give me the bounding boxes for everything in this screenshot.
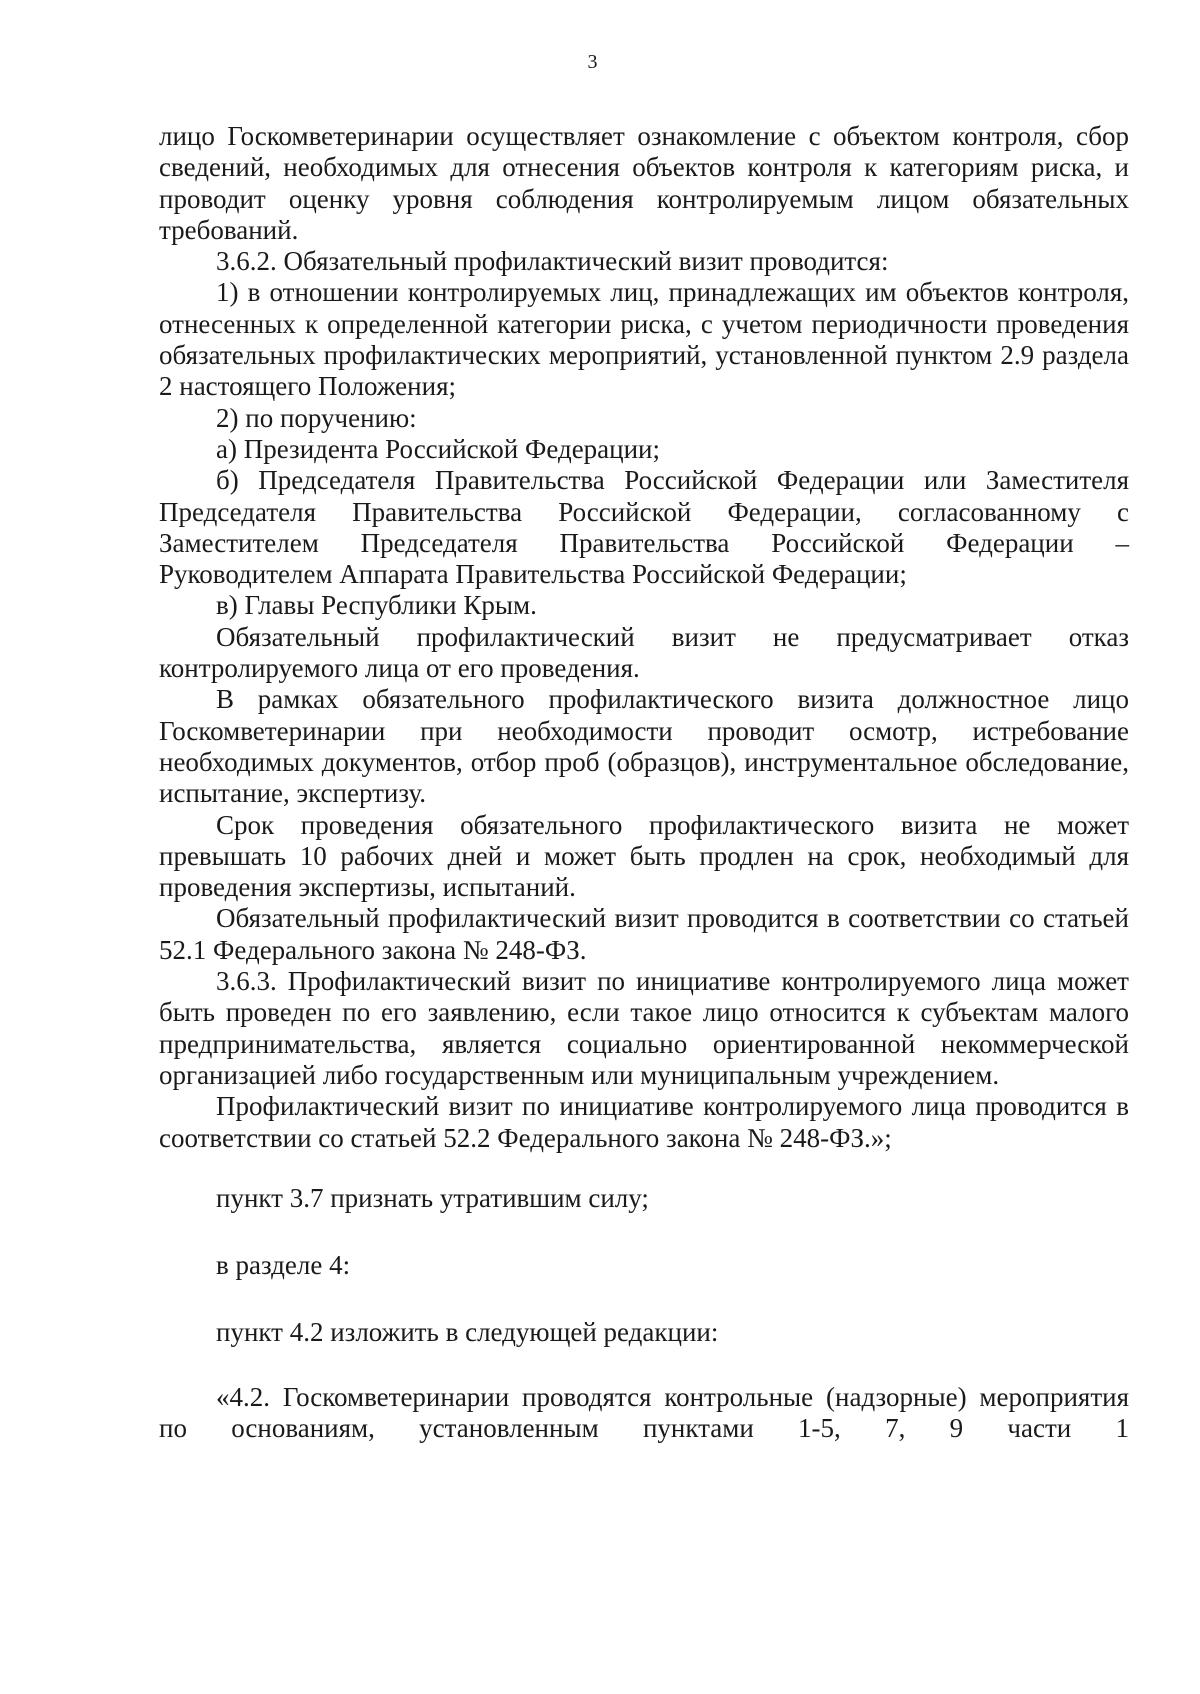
- paragraph: в разделе 4:: [216, 1250, 351, 1281]
- paragraph: а) Президента Российской Федерации;: [216, 433, 661, 464]
- paragraph: Профилактический визит по инициативе контролируемого лица проводится в соответствии со статьей 52.2 Федерального закона № 248-ФЗ.»;: [159, 1091, 1129, 1153]
- paragraph: «4.2. Госкомветеринарии проводятся контрольные (надзорные) мероприятия по основаниям, установленным пунктами 1-5, 7, 9 части 1: [159, 1381, 1129, 1443]
- paragraph: 3.6.2. Обязательный профилактический визит проводится:: [216, 246, 889, 277]
- paragraph: б) Председателя Правительства Российской Федерации или Заместителя Председателя Правительства Российской Федерации, согласованному с Заместителем Председателя Правительства Российской Федерации – Руководителем Аппарата Правительства Российской Федерации;: [159, 465, 1129, 590]
- document-body: [159, 121, 1129, 1444]
- paragraph: Срок проведения обязательного профилактического визита не может превышать 10 рабочих дней и может быть продлен на срок, необходимый для проведения экспертизы, испытаний.: [159, 809, 1129, 903]
- paragraph: Обязательный профилактический визит проводится в соответствии со статьей 52.1 Федерального закона № 248-ФЗ.: [159, 903, 1129, 965]
- paragraph: 3.6.3. Профилактический визит по инициативе контролируемого лица может быть проведен по его заявлению, если такое лицо относится к субъектам малого предпринимательства, является социально ориентированной некоммерческой организацией либо государственным или муниципальным учреждением.: [159, 966, 1129, 1090]
- paragraph: пункт 4.2 изложить в следующей редакции:: [216, 1317, 719, 1348]
- paragraph: в) Главы Республики Крым.: [216, 590, 537, 621]
- page-number: 3: [587, 51, 598, 73]
- paragraph: пункт 3.7 признать утратившим силу;: [216, 1182, 649, 1213]
- paragraph: В рамках обязательного профилактического визита должностное лицо Госкомветеринарии при необходимости проводит осмотр, истребование необходимых документов, отбор проб (образцов), инструментальное обследование, испытание, экспертизу.: [159, 684, 1129, 809]
- paragraph: лицо Госкомветеринарии осуществляет ознакомление с объектом контроля, сбор сведений, необходимых для отнесения объектов контроля к категориям риска, и проводит оценку уровня соблюдения контролируемым лицом обязательных требований.: [159, 121, 1129, 245]
- paragraph: Обязательный профилактический визит не предусматривает отказ контролируемого лица от его проведения.: [159, 621, 1129, 684]
- paragraph: 1) в отношении контролируемых лиц, принадлежащих им объектов контроля, отнесенных к определенной категории риска, с учетом периодичности проведения обязательных профилактических мероприятий, установленной пунктом 2.9 раздела 2 настоящего Положения;: [159, 277, 1129, 402]
- paragraph: 2) по поручению:: [216, 402, 417, 433]
